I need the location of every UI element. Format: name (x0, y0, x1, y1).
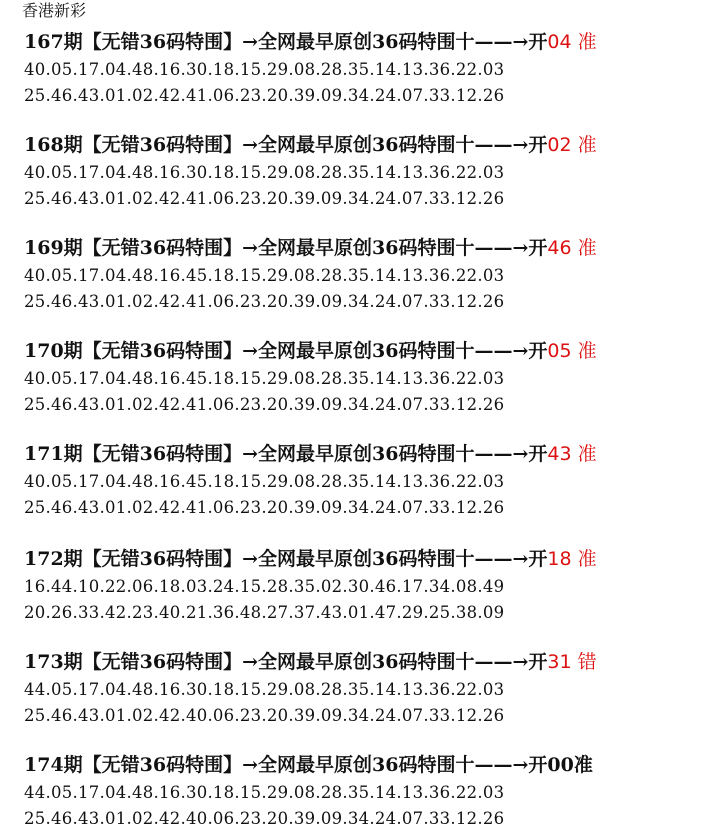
number-line-1: 40.05.17.04.48.16.30.18.15.29.08.28.35.14.13.36.22.03 (24, 163, 505, 182)
number-line-2: 25.46.43.01.02.42.40.06.23.20.39.09.34.24.07.33.12.26 (24, 809, 505, 828)
issue-heading-text: 173期【无错36码特围】→全网最早原创36码特围十——→开 (24, 651, 548, 673)
issue-heading (24, 439, 708, 469)
number-line-1: 40.05.17.04.48.16.30.18.15.29.08.28.35.14.13.36.22.03 (24, 60, 505, 79)
issue-result: 00准 (547, 754, 593, 776)
number-line-2: 25.46.43.01.02.42.41.06.23.20.39.09.34.24.07.33.12.26 (24, 292, 505, 311)
page-title: 香港新彩 (22, 1, 87, 20)
number-line-1: 40.05.17.04.48.16.45.18.15.29.08.28.35.14.13.36.22.03 (24, 266, 505, 285)
issue-block-172 (24, 544, 708, 626)
issue-heading (24, 750, 708, 780)
issue-block-174 (24, 750, 708, 832)
issue-result: 31 错 (547, 651, 597, 673)
issue-heading-text: 170期【无错36码特围】→全网最早原创36码特围十——→开 (24, 340, 548, 362)
number-line-1: 40.05.17.04.48.16.45.18.15.29.08.28.35.14.13.36.22.03 (24, 472, 505, 491)
number-line-1: 44.05.17.04.48.16.30.18.15.29.08.28.35.14.13.36.22.03 (24, 783, 505, 802)
number-line-2: 25.46.43.01.02.42.40.06.23.20.39.09.34.24.07.33.12.26 (24, 706, 505, 725)
issue-heading (24, 233, 708, 263)
issue-result: 04 准 (547, 31, 597, 53)
issue-heading-text: 171期【无错36码特围】→全网最早原创36码特围十——→开 (24, 443, 548, 465)
issue-heading-text: 169期【无错36码特围】→全网最早原创36码特围十——→开 (24, 237, 548, 259)
issue-result: 46 准 (547, 237, 597, 259)
issue-heading (24, 336, 708, 366)
issue-block-169 (24, 233, 708, 315)
issue-heading (24, 544, 708, 574)
number-line-2: 25.46.43.01.02.42.41.06.23.20.39.09.34.24.07.33.12.26 (24, 86, 505, 105)
number-line-2: 20.26.33.42.23.40.21.36.48.27.37.43.01.47.29.25.38.09 (24, 603, 505, 622)
number-line-2: 25.46.43.01.02.42.41.06.23.20.39.09.34.24.07.33.12.26 (24, 498, 505, 517)
issue-heading (24, 27, 708, 57)
number-line-1: 44.05.17.04.48.16.30.18.15.29.08.28.35.14.13.36.22.03 (24, 680, 505, 699)
issue-result: 18 准 (547, 548, 597, 570)
issue-block-173 (24, 647, 708, 729)
issue-block-167 (24, 27, 708, 109)
number-line-1: 16.44.10.22.06.18.03.24.15.28.35.02.30.46.17.34.08.49 (24, 577, 505, 596)
issue-block-168 (24, 130, 708, 212)
issue-block-170 (24, 336, 708, 418)
number-line-2: 25.46.43.01.02.42.41.06.23.20.39.09.34.24.07.33.12.26 (24, 395, 505, 414)
issue-result: 02 准 (547, 134, 597, 156)
issue-heading (24, 130, 708, 160)
issue-block-171 (24, 439, 708, 521)
issue-result: 43 准 (547, 443, 597, 465)
issue-heading-text: 174期【无错36码特围】→全网最早原创36码特围十——→开 (24, 754, 548, 776)
issue-heading (24, 647, 708, 677)
issue-heading-text: 168期【无错36码特围】→全网最早原创36码特围十——→开 (24, 134, 548, 156)
number-line-1: 40.05.17.04.48.16.45.18.15.29.08.28.35.14.13.36.22.03 (24, 369, 505, 388)
issue-heading-text: 172期【无错36码特围】→全网最早原创36码特围十——→开 (24, 548, 548, 570)
issue-heading-text: 167期【无错36码特围】→全网最早原创36码特围十——→开 (24, 31, 548, 53)
issue-result: 05 准 (547, 340, 597, 362)
number-line-2: 25.46.43.01.02.42.41.06.23.20.39.09.34.24.07.33.12.26 (24, 189, 505, 208)
